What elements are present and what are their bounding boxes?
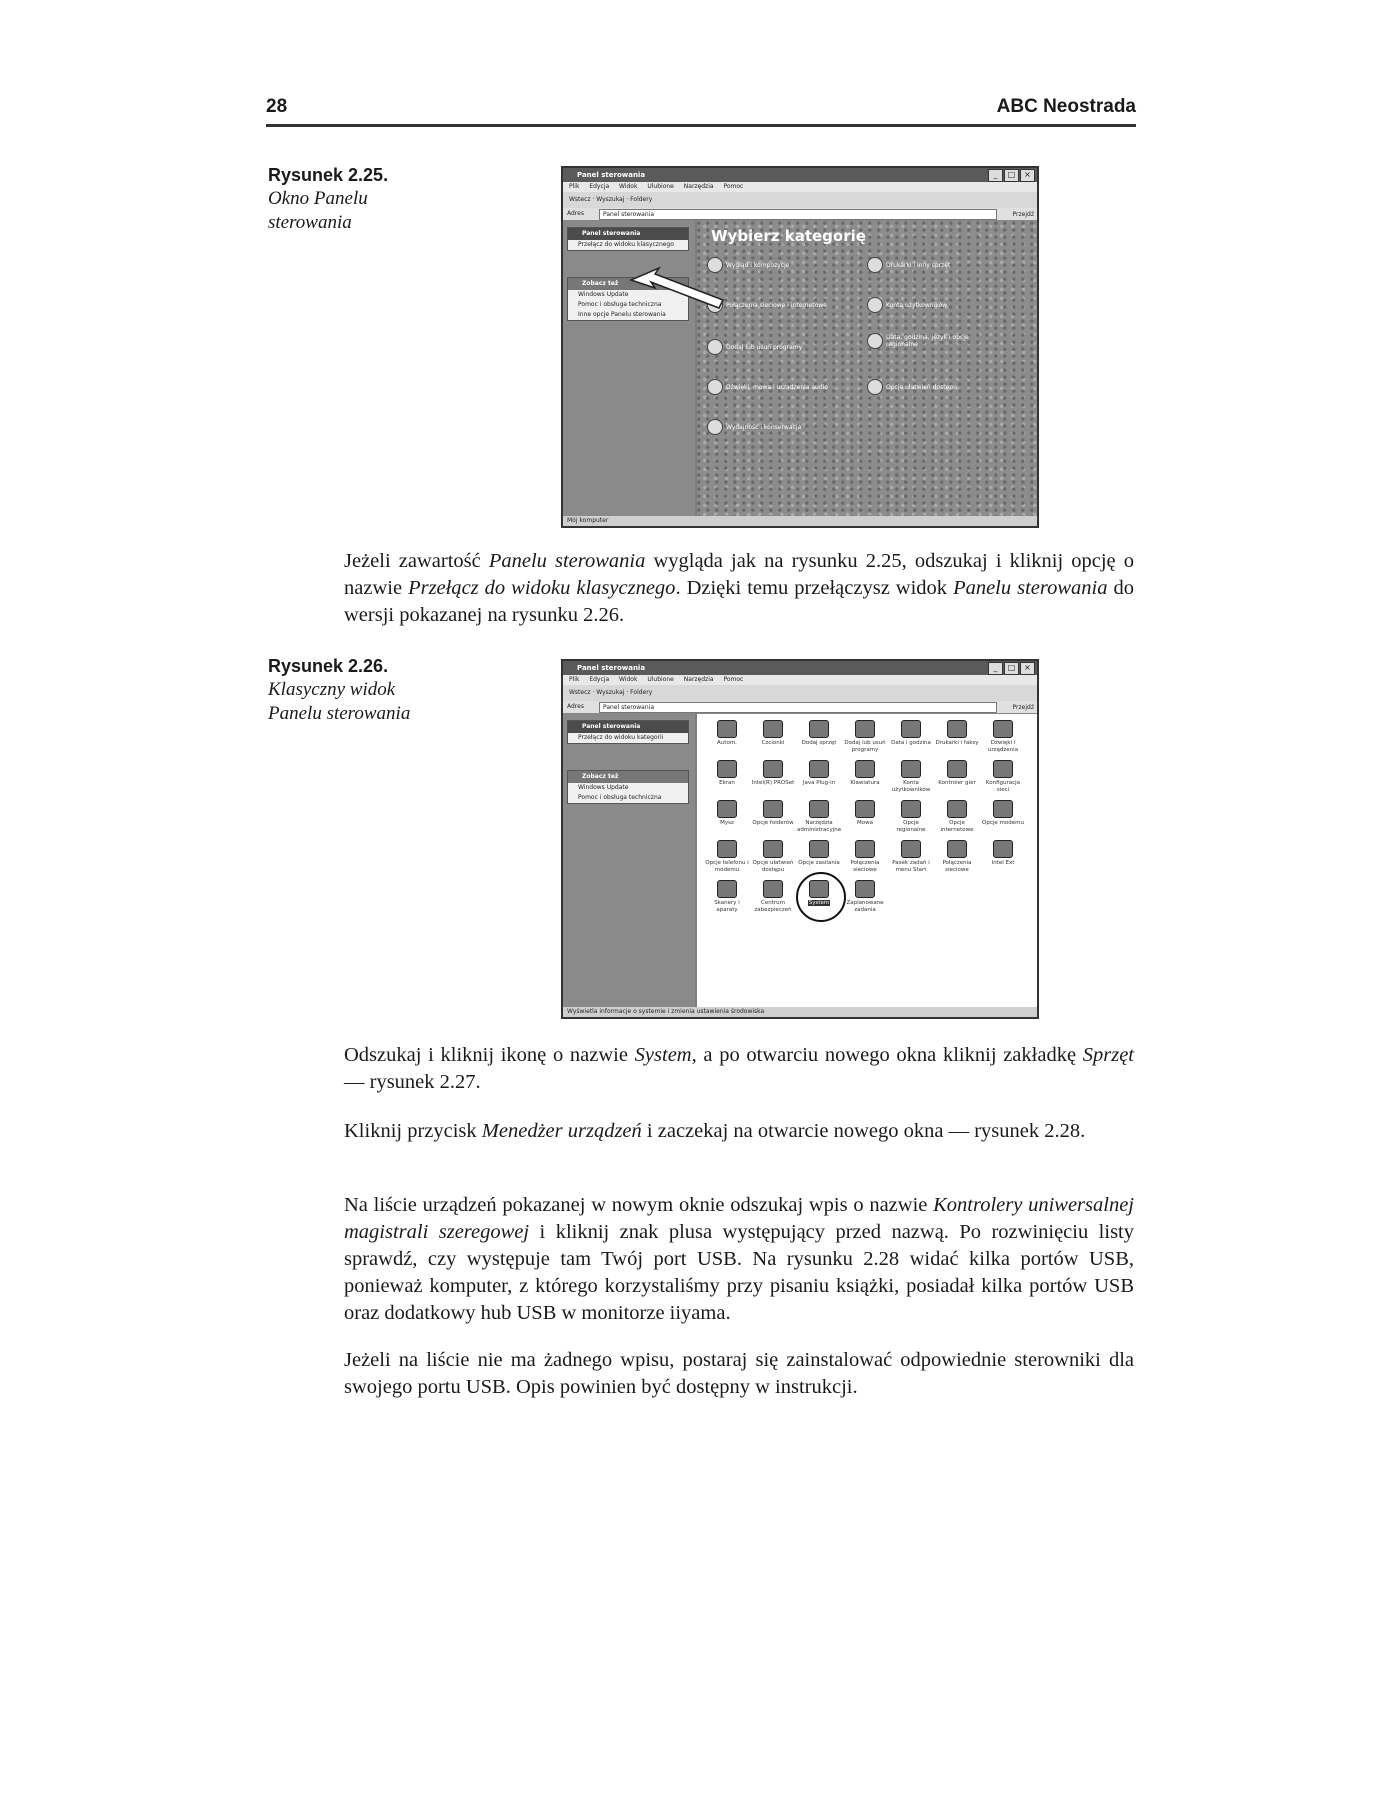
category-link[interactable]: Data, godzina, język i opcje regionalne xyxy=(867,333,997,349)
control-panel-icon-item[interactable] xyxy=(981,840,1025,867)
applet-icon xyxy=(809,760,829,778)
control-panel-icon-item[interactable] xyxy=(797,840,841,867)
see-also-item[interactable]: Inne opcje Panelu sterowania xyxy=(578,311,666,318)
applet-icon xyxy=(717,720,737,738)
control-panel-icon-item[interactable] xyxy=(981,800,1025,827)
icon-label: Opcje telefonu i modemu xyxy=(705,860,749,873)
applet-icon xyxy=(763,760,783,778)
figure-caption-2-26 xyxy=(268,654,458,726)
control-panel-icon-item[interactable] xyxy=(751,760,795,787)
figure-caption-2-25 xyxy=(268,163,458,235)
go-button[interactable]: Przejdź xyxy=(1012,704,1034,711)
see-also-item[interactable]: Pomoc i obsługa techniczna xyxy=(578,794,662,801)
icon-label: Narzędzia administracyjne xyxy=(797,820,842,833)
applet-icon xyxy=(901,840,921,858)
icon-label: Dodaj sprzęt xyxy=(801,740,837,746)
category-link[interactable]: Dodaj lub usuń programy xyxy=(707,339,802,355)
control-panel-icon-item[interactable] xyxy=(935,840,979,873)
applet-icon xyxy=(901,800,921,818)
control-panel-icon-item[interactable] xyxy=(843,840,887,873)
window-controls xyxy=(988,662,1035,675)
close-icon[interactable]: × xyxy=(1020,169,1035,182)
control-panel-icon-item[interactable] xyxy=(797,760,841,787)
caption-text: Klasyczny widok xyxy=(268,679,396,700)
applet-icon xyxy=(993,760,1013,778)
icon-label: Klawiatura xyxy=(850,780,880,786)
control-panel-icon-item[interactable] xyxy=(797,800,841,833)
applet-icon xyxy=(855,720,875,738)
address-label: Adres xyxy=(567,703,584,710)
see-also-item[interactable]: Pomoc i obsługa techniczna xyxy=(578,301,662,308)
maximize-icon[interactable]: □ xyxy=(1004,169,1019,182)
applet-icon xyxy=(993,800,1013,818)
toolbar[interactable]: Wstecz · Wyszukaj · Foldery xyxy=(563,685,1037,702)
icon-label: Skanery i aparaty xyxy=(714,900,740,913)
applet-icon xyxy=(763,880,783,898)
figure-label: Rysunek 2.25. xyxy=(268,165,389,185)
icon-label: Opcje modemu xyxy=(982,820,1024,826)
panel-title: Panel sterowania xyxy=(568,228,688,240)
see-also-item[interactable]: Windows Update xyxy=(578,784,629,791)
applet-icon xyxy=(809,840,829,858)
category-heading: Wybierz kategorię xyxy=(711,227,866,245)
status-bar: Mój komputer xyxy=(563,516,1037,526)
paragraph: Na liście urządzeń pokazanej w nowym oknie odszukaj wpis o nazwie Kontrolery uniwersalnej magistrali szeregowej i kliknij znak plusa występujący przed nazwą. Po rozwinięciu listy sprawdź, czy występuje tam Twój port USB. Na rysunku 2.28 widać kilka portów USB, ponieważ komputer, z którego korzystaliśmy przy pisaniu książki, posiadał kilka portów USB oraz dodatkowy hub USB w monitorze iiyama. xyxy=(344,1194,1134,1324)
applet-icon xyxy=(717,800,737,818)
icon-label: Java Plug-in xyxy=(802,780,836,786)
control-panel-icon-item[interactable] xyxy=(843,880,887,913)
caption-text: Okno Panelu xyxy=(268,188,368,209)
applet-icon xyxy=(947,760,967,778)
applet-icon xyxy=(809,720,829,738)
control-panel-icon-item[interactable] xyxy=(843,720,887,753)
applet-icon xyxy=(947,800,967,818)
icon-label: Opcje zasilania xyxy=(798,860,840,866)
icon-label: Centrum zabezpieczeń xyxy=(754,900,792,913)
menubar[interactable]: Plik Edycja Widok Ulubione Narzędzia Pomoc xyxy=(563,182,1037,192)
category-link[interactable]: Drukarki i inny sprzęt xyxy=(867,257,950,273)
applet-icon xyxy=(717,760,737,778)
control-panel-icon-item[interactable] xyxy=(705,840,749,873)
control-panel-icon-item[interactable] xyxy=(889,720,933,747)
see-also-title: Zobacz też xyxy=(568,771,688,783)
control-panel-icon-item[interactable] xyxy=(889,800,933,833)
applet-icon xyxy=(763,800,783,818)
icon-label: Dodaj lub usuń programy xyxy=(844,740,886,753)
icon-label: Konta użytkowników xyxy=(891,780,931,793)
category-link[interactable]: Wydajność i konserwacja xyxy=(707,419,801,435)
icon-label: Konfiguracja sieci xyxy=(985,780,1021,793)
category-link[interactable]: Wygląd i kompozycje xyxy=(707,257,789,273)
control-panel-icon-item[interactable] xyxy=(751,800,795,827)
address-bar xyxy=(563,701,1037,714)
applet-icon xyxy=(947,720,967,738)
paragraph: Jeżeli na liście nie ma żadnego wpisu, postaraj się zainstalować odpowiednie sterowniki dla swojego portu USB. Opis powinien być dostępny w instrukcji. xyxy=(344,1349,1134,1398)
control-panel-icon-item[interactable] xyxy=(981,760,1025,793)
highlight-circle xyxy=(796,872,846,922)
icon-label: Ekran xyxy=(719,780,735,786)
control-panel-icon-item[interactable] xyxy=(751,720,795,747)
applet-icon xyxy=(855,800,875,818)
category-link[interactable]: Konta użytkowników xyxy=(867,297,947,313)
applet-icon xyxy=(717,880,737,898)
page-number: 28 xyxy=(266,96,288,117)
minimize-icon[interactable]: _ xyxy=(988,662,1003,675)
window-titlebar: Panel sterowania xyxy=(563,168,1037,182)
see-also-box xyxy=(567,770,689,804)
address-input[interactable]: Panel sterowania xyxy=(599,209,997,220)
control-panel-icon-item[interactable] xyxy=(705,880,749,913)
icon-label: Czcionki xyxy=(761,740,785,746)
applet-icon xyxy=(717,840,737,858)
control-panel-icon-item[interactable] xyxy=(889,760,933,793)
applet-icon xyxy=(855,760,875,778)
address-input[interactable]: Panel sterowania xyxy=(599,702,997,713)
applet-icon xyxy=(901,720,921,738)
applet-icon xyxy=(809,800,829,818)
control-panel-icon-item[interactable] xyxy=(935,800,979,833)
control-panel-icons xyxy=(697,714,1037,1007)
icon-label: Kontroler gier xyxy=(938,780,976,786)
category-link[interactable]: Połączenia sieciowe i internetowe xyxy=(707,297,827,313)
icon-label: System xyxy=(808,900,830,906)
close-icon[interactable]: × xyxy=(1020,662,1035,675)
icon-label: Intel Ext xyxy=(991,860,1015,866)
applet-icon xyxy=(993,840,1013,858)
control-panel-icon-item[interactable] xyxy=(751,880,795,913)
caption-text: sterowania xyxy=(268,212,352,233)
switch-view-link[interactable]: Przełącz do widoku kategorii xyxy=(578,734,664,741)
page-header xyxy=(266,96,1136,127)
control-panel-icon-item[interactable] xyxy=(889,840,933,873)
control-panel-icon-item[interactable] xyxy=(705,800,749,827)
control-panel-category-window xyxy=(561,166,1039,528)
applet-icon xyxy=(763,840,783,858)
applet-icon xyxy=(855,840,875,858)
figure-label: Rysunek 2.26. xyxy=(268,656,389,676)
icon-label: Mowa xyxy=(857,820,873,826)
icon-label: Pasek zadań i menu Start xyxy=(892,860,930,873)
address-label: Adres xyxy=(567,210,584,217)
see-also-title: Zobacz też xyxy=(568,278,688,290)
panel-box xyxy=(567,720,689,744)
icon-label: Połączenia sieciowe xyxy=(850,860,880,873)
icon-label: Opcje ułatwień dostępu xyxy=(752,860,794,873)
go-button[interactable]: Przejdź xyxy=(1012,211,1034,218)
applet-icon xyxy=(901,760,921,778)
maximize-icon[interactable]: □ xyxy=(1004,662,1019,675)
paragraph: Odszukaj i kliknij ikonę o nazwie System, a po otwarciu nowego okna kliknij zakładkę Sprzęt — rysunek 2.27. xyxy=(344,1044,1134,1093)
task-pane xyxy=(563,714,695,1007)
control-panel-classic-window xyxy=(561,659,1039,1019)
control-panel-icon-item[interactable] xyxy=(981,720,1025,753)
icon-label: Opcje regionalne xyxy=(896,820,926,833)
control-panel-icon-item[interactable] xyxy=(705,760,749,787)
icon-label: Opcje internetowe xyxy=(940,820,974,833)
icon-label: Połączenia sieciowe xyxy=(942,860,972,873)
category-link[interactable]: Dźwięki, mowa i urządzenia audio xyxy=(707,379,828,395)
control-panel-icon-item[interactable] xyxy=(935,760,979,787)
control-panel-icon-item[interactable] xyxy=(705,720,749,747)
pointer-arrow-icon xyxy=(563,168,1037,526)
panel-title: Panel sterowania xyxy=(568,721,688,733)
category-link[interactable]: Opcje ułatwień dostępu xyxy=(867,379,957,395)
status-bar: Wyświetla informacje o systemie i zmienia ustawienia środowiska xyxy=(563,1007,1037,1017)
paragraph: Kliknij przycisk Menedżer urządzeń i zaczekaj na otwarcie nowego okna — rysunek 2.28. xyxy=(344,1120,1086,1142)
caption-text: Panelu sterowania xyxy=(268,703,411,724)
applet-icon xyxy=(947,840,967,858)
icon-label: Data i godzina xyxy=(891,740,931,746)
control-panel-icon-item[interactable] xyxy=(843,800,887,827)
see-also-item[interactable]: Windows Update xyxy=(578,291,629,298)
switch-view-link[interactable]: Przełącz do widoku klasycznego xyxy=(578,241,674,248)
icon-label: Autom. xyxy=(717,740,737,746)
applet-icon xyxy=(993,720,1013,738)
book-title: ABC Neostrada xyxy=(996,96,1136,117)
menubar[interactable]: Plik Edycja Widok Ulubione Narzędzia Pomoc xyxy=(563,675,1037,685)
control-panel-icon-item[interactable] xyxy=(797,720,841,747)
icon-label: Drukarki i faksy xyxy=(935,740,979,746)
window-titlebar: Panel sterowania xyxy=(563,661,1037,675)
icon-label: Zaplanowane zadania xyxy=(846,900,884,913)
control-panel-icon-item[interactable] xyxy=(751,840,795,873)
icon-label: Dźwięki i urządzenia xyxy=(987,740,1019,753)
toolbar[interactable]: Wstecz · Wyszukaj · Foldery xyxy=(563,192,1037,209)
icon-label: Intel(R) PROSet xyxy=(751,780,795,786)
icon-label: Opcje folderów xyxy=(752,820,794,826)
control-panel-icon-item[interactable] xyxy=(935,720,979,747)
minimize-icon[interactable]: _ xyxy=(988,169,1003,182)
applet-icon xyxy=(855,880,875,898)
control-panel-icon-item[interactable] xyxy=(843,760,887,787)
paragraph: Jeżeli zawartość Panelu sterowania wygląda jak na rysunku 2.25, odszukaj i kliknij opcję o nazwie Przełącz do widoku klasycznego. Dzięki temu przełączysz widok Panelu sterowania do wersji pokazanej na rysunku 2.26. xyxy=(344,550,1135,626)
icon-label: Mysz xyxy=(720,820,734,826)
applet-icon xyxy=(763,720,783,738)
